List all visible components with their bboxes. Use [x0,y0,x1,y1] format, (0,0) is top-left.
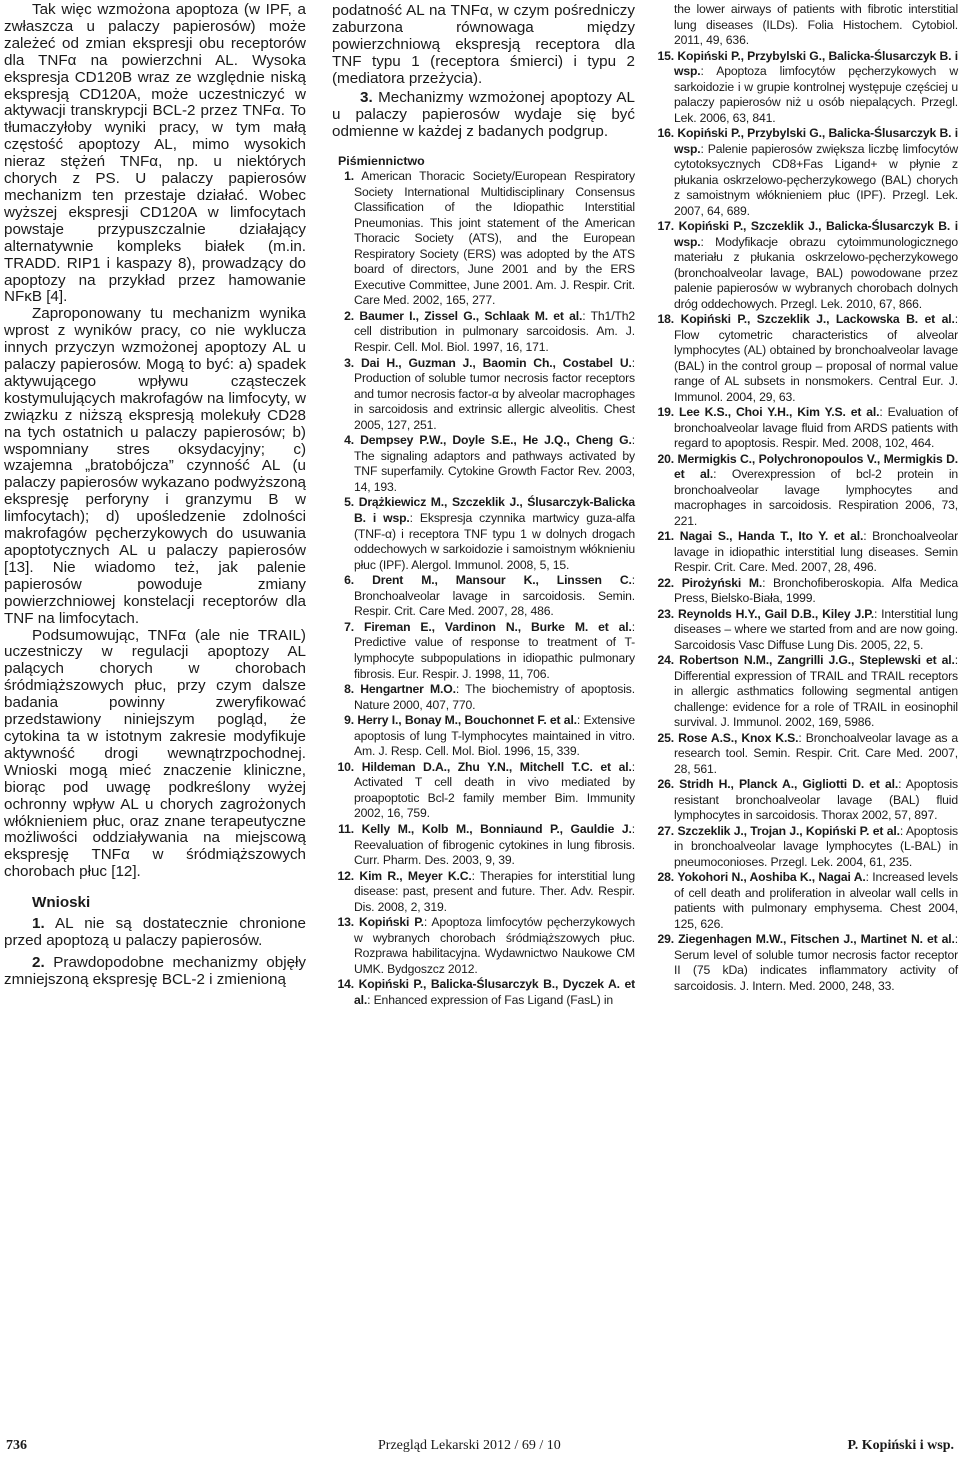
reference-text: : Bronchoalveolar lavage in idiopathic interstitial lung diseases. Semin Respir. Crit. Care. Med. 2007, 28, 496. [674,529,958,574]
reference-item [332,573,635,620]
paragraph-3: Podsumowując, TNFα (ale nie TRAIL) uczestniczy w regulacji apoptozy AL palących chorych w chorobach śródmiąższowych płuc, przy czym dalsze badania powinny zweryfikować przedstawiony niniejszym pogląd, że cytokina ta w istotnym zakresie modyfikuje aktywność drogi wewnątrzpochodnej. Wnioski mogą mieć znaczenie kliniczne, biorąc pod uwagę podkreślony wyżej ochronny wpływ AL u chorych zagrożonych włóknieniem płuc, oraz znane terapeutyczne możliwości oddziaływania na miejscową ekspresję TNFα w śródmiąższowych chorobach płuc [12]. [4,626,306,881]
conclusion-3 [332,89,635,140]
reference-item [652,312,958,405]
reference-number: 26. [657,777,674,791]
reference-authors: Stridh H., Planck A., Gigliotti D. et al. [679,777,899,791]
reference-item [652,49,958,127]
conclusion-2 [4,955,306,989]
reference-number: 4. [344,433,354,448]
reference-item [652,576,958,607]
reference-text: : Apoptosis resistant bronchoalveolar lavage (BAL) fluid lymphocytes in sarcoidosis. Thorax 2002, 57, 897. [674,777,958,822]
reference-number: 2. [344,308,354,323]
reference-authors: Kopiński P., Przybylski G., Balicka-Ślusarczyk B. i wsp. [674,48,958,78]
reference-item [652,607,958,654]
reference-number: 28. [657,870,674,884]
paragraph-2: Zaproponowany tu mechanizm wynika wprost z wyników pracy, co nie wyklucza innych przyczyn wzmożonej apoptozy AL u palaczy papierosów. Mogą to być: a) spadek aktywującego wpływu cząsteczek kostymulujących makrofagów na limfocyty, w związku z niższą ekspresją molekuły CD28 na tych ostatnich u palaczy papierosów; b) wspomniany stres oksydacyjny; c) wzajemna „bratobójcza” czynność AL (u palaczy papierosów wykazano podwyższoną ekspresję perforyny i granzymu B w limfocytach); d) upośledzenie zdolności makrofagów pęcherzykowych do usuwania apoptotycznych AL u palaczy papierosów [13]. Nie wiadomo też, jak palenie papierosów powoduje zmiany powierzchniowej konstelacji receptorów dla TNF na limfocytach. [4,305,306,627]
reference-number: 11. [338,821,354,836]
reference-number: 16. [657,126,674,140]
reference-number: 9. [344,713,354,728]
reference-text: : Reevaluation of fibrogenic cytokines in lung fibrosis. Curr. Pharm. Des. 2003, 9, 39. [354,821,635,868]
reference-number: 3. [344,355,354,370]
conclusion-3-number: 3. [360,89,373,106]
reference-item [332,433,635,495]
reference-text: : The signaling adaptors and pathways activated by TNF superfamily. Cytokine Growth Factor Rev. 2003, 14, 193. [354,433,635,494]
reference-item [652,824,958,871]
reference-number: 19. [657,405,674,419]
reference-text: : Serum level of soluble tumor necrosis factor receptor II (75 kDa) indicates inflammatory activity of sarcoidosis. J. Intern. Med. 2000, 248, 33. [674,932,958,993]
reference-item [332,356,635,434]
reference-authors: Lee K.S., Choi Y.H., Kim Y.S. et al. [679,405,880,419]
reference-authors: Kopiński P. [358,915,424,930]
reference-authors: Herry I., Bonay M., Bouchonnet F. et al. [357,713,577,728]
reference-number: 24. [657,653,674,667]
reference-text: : Evaluation of bronchoalveolar lavage fluid from ARDS patients with regard to apoptosis. Respir. Med. 2008, 102, 464. [674,405,958,450]
reference-number: 6. [344,573,354,588]
conclusion-2-text: Prawdopodobne mechanizmy objęły zmniejszoną ekspresję BCL-2 i zmienioną [4,953,306,988]
page-footer [0,1438,960,1458]
reference-authors: Kim R., Meyer K.C. [359,868,472,883]
reference-text: : Flow cytometric characteristics of alveolar lymphocytes (AL) obtained by bronchoalveolar lavage (BAL) in the control group – proposal of normal value range of AL subsets in nonsmokers. Central Eur. J. Immunol. 2004, 29, 63. [674,312,958,404]
left-column [4,2,306,989]
reference-number: 1. [344,169,354,183]
reference-authors: Reynolds H.Y., Gail D.B., Kiley J.P. [678,606,874,621]
reference-item [652,126,958,219]
reference-number: 7. [344,619,354,634]
reference-authors: Kopiński P., Szczeklik J., Lackowska B. et al. [680,312,955,326]
reference-text: : Ekspresja czynnika martwicy guza-alfa (TNF-α) i receptora TNF typu 1 w dolnych drogach oddechowych w sarkoidozie i samoistnym włóknieniu płuc (IPF). Alergol. Immunol. 2008, 5, 15. [354,511,635,572]
conclusion-2-number: 2. [32,953,45,971]
reference-authors: Baumer I., Zissel G., Schlaak M. et al. [359,308,583,323]
reference-number: 18. [657,312,674,326]
reference-item [652,452,958,530]
reference-authors: Kelly M., Kolb M., Bonniaund P., Gauldie J. [361,821,632,836]
reference-item [652,731,958,778]
reference-authors: Nagai S., Handa T., Ito Y. et al. [679,529,864,543]
reference-authors: Kopiński P., Szczeklik J., Balicka-Ślusarczyk B. i wsp. [674,219,958,249]
reference-number: 23. [657,606,674,621]
reference-authors: Kopiński P., Balicka-Ślusarczyk B., Dyczek A. et al. [354,977,635,1007]
reference-authors: Robertson N.M., Zangrilli J.G., Steplewski et al. [679,653,955,667]
reference-text: : The biochemistry of apoptosis. Nature 2000, 407, 770. [354,682,635,712]
reference-item [332,309,635,356]
reference-text: : Bronchoalveolar lavage in sarcoidosis. Semin. Respir. Crit. Care Med. 2007, 28, 486. [354,573,635,619]
reference-text: : Bronchoalveolar lavage as a research tool. Semin. Respir. Crit. Care Med. 2007, 28, 561. [674,730,958,776]
reference-item [652,870,958,932]
reference-number: 21. [657,529,674,543]
reference-text: : Overexpression of bcl-2 protein in bronchoalveolar lavage lymphocytes and macrophages in sarcoidosis. Respiration 2006, 73, 221. [674,467,958,528]
reference-authors: Drent M., Mansour K., Linssen C. [372,573,632,588]
reference-text: : Interstitial lung diseases – where we started from and are now going. Sarcoidosis Vasc Diffuse Lung Dis. 2005, 22, 5. [674,606,958,652]
reference-item [652,529,958,576]
reference-authors: Dai H., Guzman J., Baomin Ch., Costabel U. [360,355,632,370]
reference-number: 10. [337,759,354,774]
reference-item [652,777,958,824]
conclusion-3-text: Mechanizmy wzmożonej apoptozy AL u palaczy papierosów wydaje się być odmienne w każdej z badanych podgrup. [332,89,635,140]
reference-list [332,169,635,1009]
reference-text: : Activated T cell death in vivo mediated by proapoptotic Bcl-2 family member Bim. Immunity 2002, 16, 759. [354,759,635,821]
reference-text: : Apoptoza limfocytów pęcherzykowych w sarkoidozie i w grupie kontrolnej występuje częściej u palaczy papierosów niż u osób niepalących. Przegl. Lek. 2006, 63, 841. [674,64,958,125]
middle-column [332,2,635,1009]
reference-number: 17. [657,219,674,233]
reference-authors: Fireman E., Vardinon N., Burke M. et al. [364,619,632,634]
paragraph-1: Tak więc wzmożona apoptoza (w IPF, a zwłaszcza u palaczy papierosów) może zależeć od zmian ekspresji obu receptorów dla TNFα na powierzchni AL. Wysoka ekspresja CD120B wraz ze względnie niską ekspresją CD120A, może uczestniczyć w aktywacji transkrypcji BCL-2 przez TNFα. To tłumaczyłoby wyniki pracy, w tym małą częstość apoptozy AL, mimo wysokich nieraz stężeń TNFα, np. u niektórych chorych z PS. U palaczy papierosów mechanizm ten przestaje działać. Wobec wyższej ekspresji CD120A w limfocytach powstaje przypuszczalnie działający alternatywnie kompleks białek (m.in. TRADD. RIP1 i kaspazy 8), prowadzący do apoptozy na przykład przez hamowanie NFκB [4]. [4,1,306,306]
reference-number: 15. [657,48,674,63]
reference-item [652,219,958,312]
reference-authors: Pirożyński M. [681,575,763,590]
reference-authors: Dempsey P.W., Doyle S.E., He J.Q., Cheng G. [360,433,632,448]
reference-item [332,713,635,760]
reference-authors: Rose A.S., Knox K.S. [678,730,799,745]
running-author: P. Kopiński i wsp. [847,1438,954,1453]
reference-authors: Ziegenhagen M.W., Fitschen J., Martinet N. et al. [678,932,955,946]
reference-text: : Bronchofiberoskopia. Alfa Medica Press, Bielsko-Biała, 1999. [674,575,958,605]
reference-item [332,915,635,977]
reference-item [332,869,635,916]
reference-item [652,932,958,994]
reference-text: : Modyfikacje obrazu cytoimmunologicznego materiału z płukania oskrzelowo-pęcherzykowego (bronchoalveolar lavage, BAL) powodowane przez palenie papierosów w wybranych chorobach dolnych dróg oddechowych. Przegl. Lek. 2010, 67, 866. [674,234,958,311]
reference-item [652,653,958,731]
reference-text: : Apoptosis in bronchoalveolar lavage lymphocytes (L-BAL) in pneumoconioses. Przegl. Lek. 2004, 61, 235. [674,823,958,869]
reference-text: American Thoracic Society/European Respiratory Society International Multidisciplinary Consensus Classification of the Idiopathic Interstitial Pneumonias. This joint statement of the American Thoracic Society (ATS), and the European Respiratory Society (ERS) was adopted by the ATS board of directors, June 2001 and by the ERS Executive Committee, June 2001. Am. J. Respir. Crit. Care Med. 2002, 165, 277. [354,169,635,308]
reference-item [652,405,958,452]
reference-number: 12. [337,868,354,883]
conclusion-1-text: AL nie są dostatecznie chronione przed apoptozą u palaczy papierosów. [4,915,306,950]
reference-item [332,620,635,682]
conclusions-heading: Wnioski [32,894,91,912]
reference-list-continued [652,2,958,994]
reference-text: : Apoptoza limfocytów pęcherzykowych w wybranych chorobach śródmiąższowych płuc. Rozprawa habilitacyjna. Wydawnictwo Naukowe CM UMK. Bydgoszcz 2012. [354,915,635,976]
reference-number: 13. [337,915,354,930]
reference-text: : Th1/Th2 cell distribution in pulmonary sarcoidosis. Am. J. Respir. Cell. Mol. Biol. 1997, 16, 171. [354,308,635,355]
reference-text: : Palenie papierosów zwiększa liczbę limfocytów cytotoksycznych CD8+Fas Ligand+ w płynie z płukania oskrzelowo-pęcherzykowego (BAL) chorych z samoistnym włóknieniem płuc (IPF). Przegl. Lek. 2007, 64, 689. [674,141,958,218]
reference-text: : Predictive value of response to treatment of T-lymphocyte subpopulations in idiopathic pulmonary fibrosis. Eur. Respir. J. 1998, 11, 706. [354,619,635,681]
reference-authors: Hengartner M.O. [360,682,456,697]
reference-number: 20. [657,451,674,466]
reference-item [332,760,635,822]
reference-text: : Increased levels of cell death and proliferation in alveolar wall cells in patients with pulmonary emphysema. Chest 2004, 125, 626. [674,870,959,931]
reference-number: 29. [657,932,674,946]
reference-number: 25. [657,730,674,745]
conclusion-1 [4,916,306,950]
reference-text: : Extensive apoptosis of lung T-lymphocytes maintained in vitro. Am. J. Resp. Cell. Mol. Biol. 1996, 15, 339. [354,713,635,759]
reference-number: 5. [344,495,354,510]
reference-number: 22. [657,575,674,590]
reference-text: : Enhanced expression of Fas Ligand (FasL) in [367,992,614,1007]
conclusion-2-continued: podatność AL na TNFα, w czym pośredniczy zaburzona równowaga między powierzchniową ekspresją receptora dla TNF typu 1 (receptora śmierci) i typu 2 (mediatora przeżycia). [332,2,635,87]
reference-text: : Therapies for interstitial lung disease: past, present and future. Ther. Adv. Respir. Dis. 2008, 2, 319. [354,868,635,914]
reference-authors: Kopiński P., Przybylski G., Balicka-Ślusarczyk B. i wsp. [674,126,958,156]
references-heading: Piśmiennictwo [338,154,425,168]
reference-item [332,977,635,1008]
reference-item [332,495,635,573]
reference-text: : Differential expression of TRAIL and TRAIL receptors in allergic asthmatics following segmental antigen challenge: evidence for a role of TRAIL in eosinophil survival. J. Immunol. 2002, 169, 5986. [674,653,958,729]
reference-authors: Yokohori N., Aoshiba K., Nagai A. [677,870,866,884]
page-number: 736 [6,1438,27,1453]
reference-item [332,682,635,713]
reference-authors: Szczeklik J., Trojan J., Kopiński P. et al. [677,823,900,838]
conclusion-1-number: 1. [32,915,45,933]
journal-citation: Przegląd Lekarski 2012 / 69 / 10 [378,1438,561,1453]
reference-text: : Production of soluble tumor necrosis factor receptors and tumor necrosis factor-α by alveolar macrophages in sarcoidosis and extrinsic allergic alveolitis. Chest 2005, 127, 251. [354,355,635,432]
reference-authors: Drążkiewicz M., Szczeklik J., Ślusarczyk-Balicka B. i wsp. [354,495,635,526]
reference-number: 8. [344,682,354,697]
reference-number: 27. [657,823,674,838]
right-column [652,2,958,994]
reference-item [332,822,635,869]
reference-authors: Mermigkis C., Polychronopoulos V., Mermigkis D. et al. [674,451,958,481]
reference-number: 14. [337,977,354,992]
reference-authors: Hildeman D.A., Zhu Y.N., Mitchell T.C. et al. [361,759,632,774]
reference-item [332,169,635,309]
reference-14-continued: the lower airways of patients with fibrotic interstitial lung diseases (ILDs). Folia Histochem. Cytobiol. 2011, 49, 636. [674,2,958,47]
